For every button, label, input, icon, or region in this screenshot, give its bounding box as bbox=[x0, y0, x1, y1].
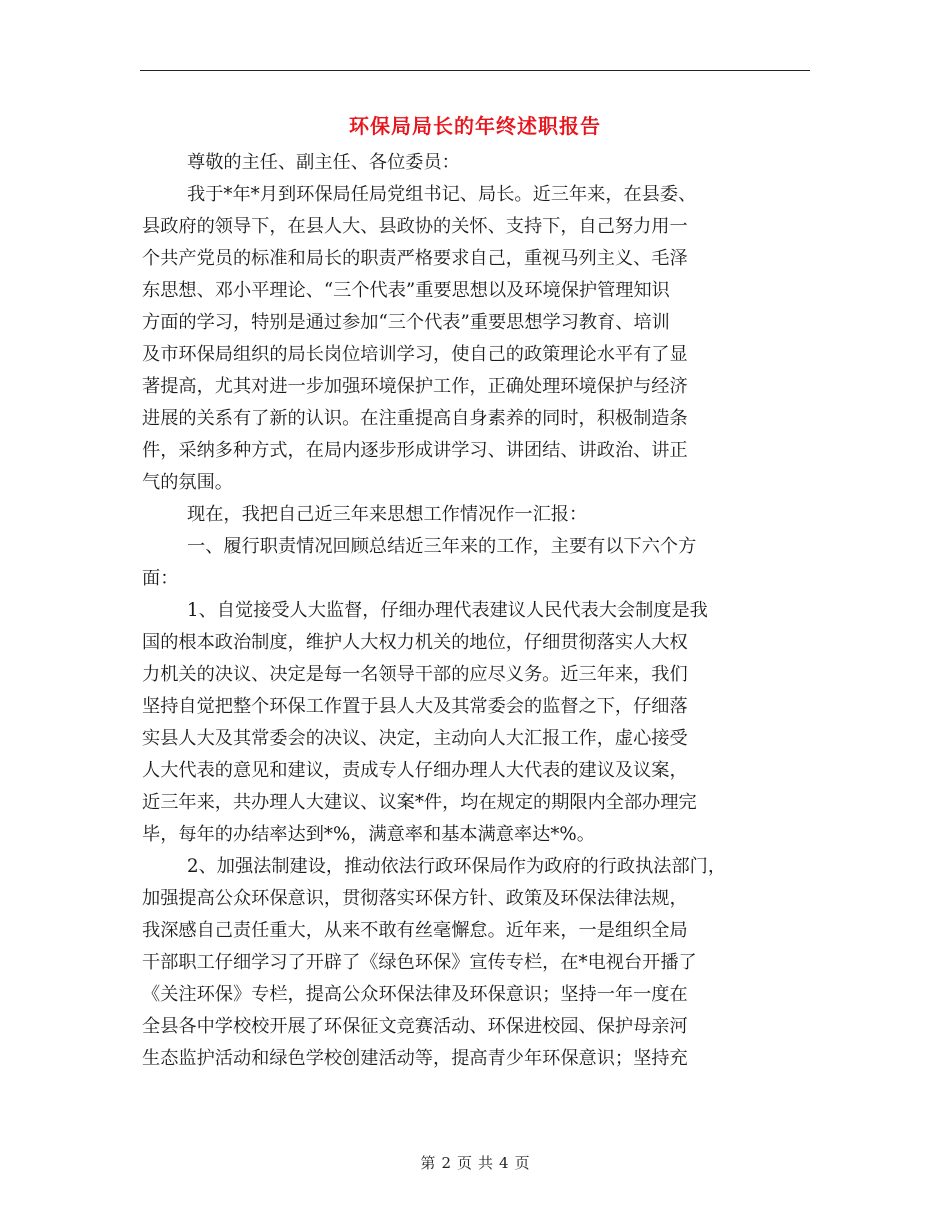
text-line: 全县各中学校校开展了环保征文竞赛活动、环保进校园、保护母亲河 bbox=[142, 1016, 688, 1037]
text-line: 件，采纳多种方式，在局内逐步形成讲学习、讲团结、讲政治、讲正 bbox=[142, 440, 688, 461]
text-line: 气的氛围。 bbox=[142, 472, 233, 493]
text-line: 及市环保局组织的局长岗位培训学习，使自己的政策理论水平有了显 bbox=[142, 344, 688, 365]
text-line: 方面的学习，特别是通过参加“三个代表”重要思想学习教育、培训 bbox=[142, 312, 670, 333]
text-line: 我深感自己责任重大，从来不敢有丝毫懈怠。近年来，一是组织全局 bbox=[142, 920, 688, 941]
footer-page-unit: 页 bbox=[456, 1154, 472, 1172]
text-line: 进展的关系有了新的认识。在注重提高自身素养的同时，积极制造条 bbox=[142, 408, 688, 429]
page-footer bbox=[0, 1152, 950, 1173]
footer-total-label: 共 bbox=[478, 1154, 494, 1172]
text-line: 尊敬的主任、副主任、各位委员： bbox=[187, 152, 460, 173]
text-line: 1、自觉接受人大监督，仔细办理代表建议人民代表大会制度是我 bbox=[187, 600, 708, 621]
document-body bbox=[142, 147, 814, 1075]
text-line: 近三年来，共办理人大建议、议案*件，均在规定的期限内全部办理完 bbox=[142, 792, 697, 813]
text-line: 实县人大及其常委会的决议、决定，主动向人大汇报工作，虚心接受 bbox=[142, 728, 688, 749]
document-title: 环保局局长的年终述职报告 bbox=[349, 114, 601, 138]
text-line: 2、加强法制建设，推动依法行政环保局作为政府的行政执法部门， bbox=[187, 856, 727, 877]
text-line: 力机关的决议、决定是每一名领导干部的应尽义务。近三年来，我们 bbox=[142, 664, 688, 685]
text-line: 个共产党员的标准和局长的职责严格要求自己，重视马列主义、毛泽 bbox=[142, 248, 688, 269]
header-rule bbox=[140, 70, 810, 71]
text-line: 毕，每年的办结率达到*%，满意率和基本满意率达*%。 bbox=[142, 824, 595, 845]
text-line: 著提高，尤其对进一步加强环境保护工作，正确处理环境保护与经济 bbox=[142, 376, 688, 397]
footer-page-number: 2 bbox=[441, 1154, 451, 1172]
text-line: 东思想、邓小平理论、“三个代表”重要思想以及环境保护管理知识 bbox=[142, 280, 670, 301]
text-line: 生态监护活动和绿色学校创建活动等，提高青少年环保意识；坚持充 bbox=[142, 1048, 688, 1069]
text-line: 干部职工仔细学习了开辟了《绿色环保》宣传专栏，在*电视台开播了 bbox=[142, 952, 697, 973]
text-line: 加强提高公众环保意识，贯彻落实环保方针、政策及环保法律法规， bbox=[142, 888, 688, 909]
footer-total-unit: 页 bbox=[514, 1154, 530, 1172]
text-line: 《关注环保》专栏，提高公众环保法律及环保意识；坚持一年一度在 bbox=[142, 984, 688, 1005]
text-line: 县政府的领导下，在县人大、县政协的关怀、支持下，自己努力用一 bbox=[142, 216, 688, 237]
footer-page-label: 第 bbox=[420, 1154, 436, 1172]
text-line: 现在，我把自己近三年来思想工作情况作一汇报： bbox=[187, 504, 588, 525]
text-line: 人大代表的意见和建议，责成专人仔细办理人大代表的建议及议案， bbox=[142, 760, 688, 781]
footer-total-pages: 4 bbox=[499, 1154, 509, 1172]
text-line: 国的根本政治制度，维护人大权力机关的地位，仔细贯彻落实人大权 bbox=[142, 632, 688, 653]
text-line: 一、履行职责情况回顾总结近三年来的工作，主要有以下六个方 bbox=[187, 536, 697, 557]
text-line: 坚持自觉把整个环保工作置于县人大及其常委会的监督之下，仔细落 bbox=[142, 696, 688, 717]
text-line: 我于*年*月到环保局任局党组书记、局长。近三年来，在县委、 bbox=[187, 184, 697, 205]
text-line: 面： bbox=[142, 568, 179, 589]
